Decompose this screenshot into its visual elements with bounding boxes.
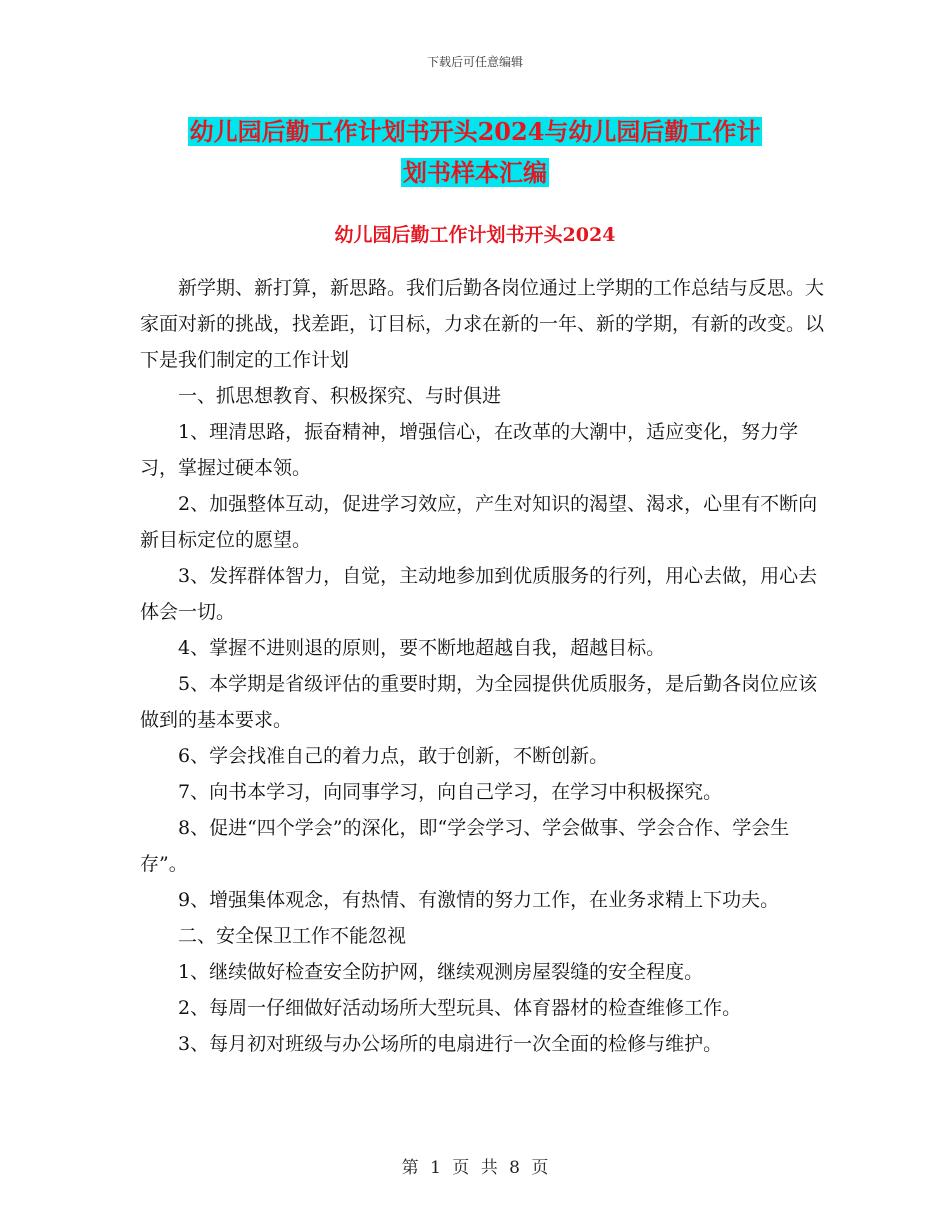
body-text	[140, 270, 830, 1062]
list-item: 5、本学期是省级评估的重要时期，为全园提供优质服务，是后勤各岗位应该做到的基本要求。	[140, 673, 818, 731]
document-title-line-1: 幼儿园后勤工作计划书开头2024与幼儿园后勤工作计	[189, 117, 761, 146]
list-item: 4、掌握不进则退的原则，要不断地超越自我，超越目标。	[178, 637, 666, 659]
document-title	[0, 111, 950, 193]
list-item: 1、理清思路，振奋精神，增强信心，在改革的大潮中，适应变化，努力学习，掌握过硬本领。	[140, 421, 799, 479]
list-item: 3、每月初对班级与办公场所的电扇进行一次全面的检修与维护。	[178, 1033, 723, 1055]
list-item: 3、发挥群体智力，自觉，主动地参加到优质服务的行列，用心去做，用心去体会一切。	[140, 565, 818, 623]
heading-security-work: 二、安全保卫工作不能忽视	[178, 925, 407, 947]
list-item: 1、继续做好检查安全防护网，继续观测房屋裂缝的安全程度。	[178, 961, 704, 983]
list-item: 9、增强集体观念，有热情、有激情的努力工作，在业务求精上下功夫。	[178, 889, 780, 911]
paragraph-intro: 新学期、新打算，新思路。我们后勤各岗位通过上学期的工作总结与反思。大家面对新的挑战，找差距，订目标，力求在新的一年、新的学期，有新的改变。以下是我们制定的工作计划	[140, 277, 825, 371]
section-title: 幼儿园后勤工作计划书开头2024	[334, 224, 616, 246]
heading-ideological-education: 一、抓思想教育、积极探究、与时俱进	[178, 385, 502, 407]
document-title-line-2: 划书样本汇编	[403, 158, 547, 187]
page-number-footer: 第 1 页 共 8 页	[401, 1158, 549, 1178]
list-item: 2、每周一仔细做好活动场所大型玩具、体育器材的检查维修工作。	[178, 997, 742, 1019]
list-item: 7、向书本学习，向同事学习，向自己学习，在学习中积极探究。	[178, 781, 723, 803]
list-item: 6、学会找准自己的着力点，敢于创新，不断创新。	[178, 745, 609, 767]
list-item: 8、促进“四个学会”的深化，即“学会学习、学会做事、学会合作、学会生存”。	[140, 817, 790, 875]
page-header-note: 下载后可任意编辑	[426, 55, 523, 69]
list-item: 2、加强整体互动，促进学习效应，产生对知识的渴望、渴求，心里有不断向新目标定位的愿望。	[140, 493, 818, 551]
